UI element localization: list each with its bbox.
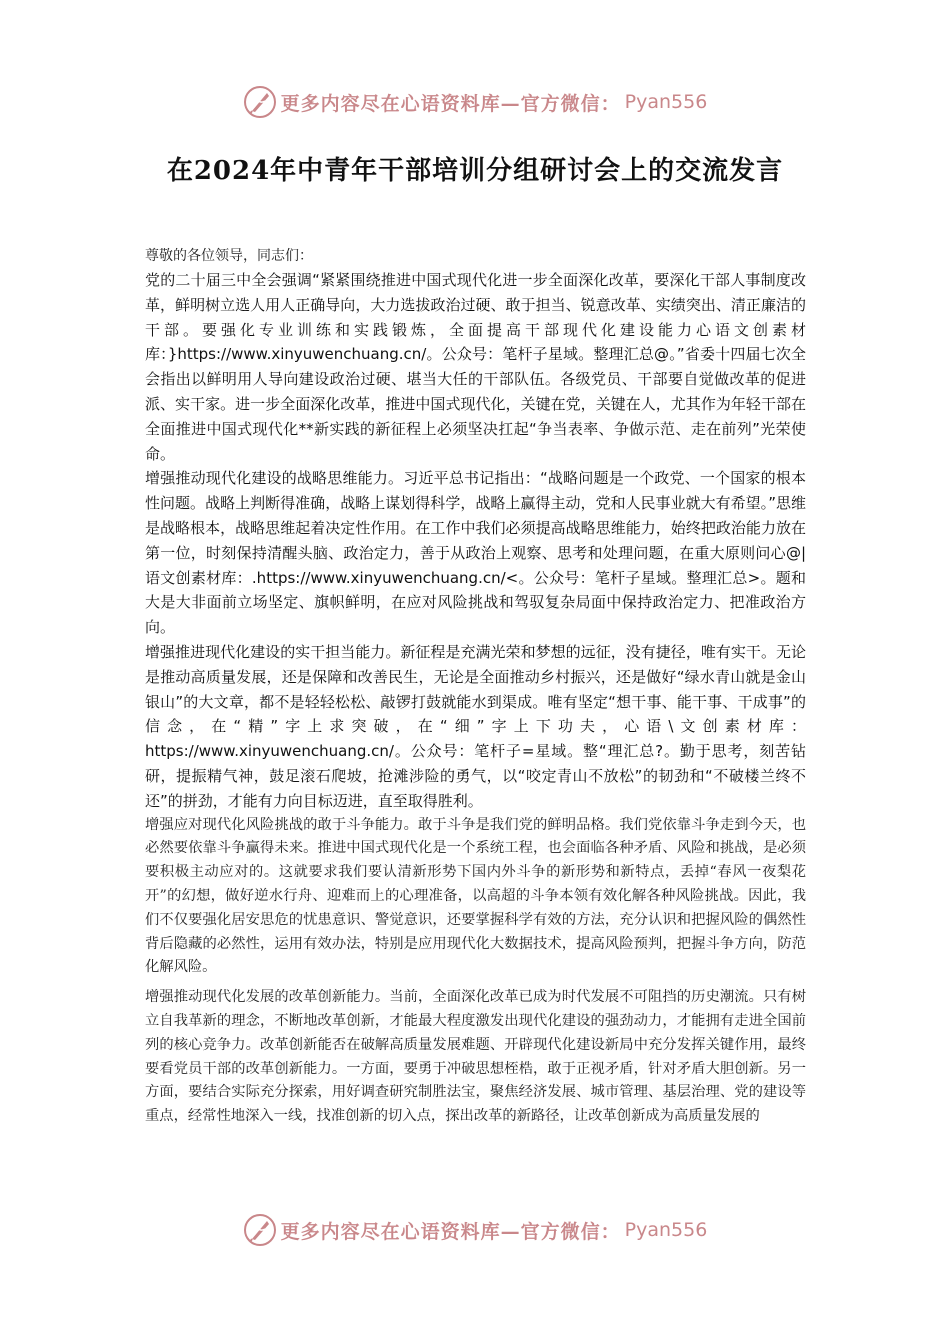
watermark-text: 更多内容尽在心语资料库—官方微信： bbox=[280, 92, 621, 115]
footer-watermark bbox=[0, 1210, 950, 1250]
quill-pen-logo-icon bbox=[243, 1213, 277, 1247]
paragraph-struggle: 增强应对现代化风险挑战的敢于斗争能力。敢于斗争是我们党的鲜明品格。我们党依靠斗争走到今天，也必然要依靠斗争赢得未来。推进中国式现代化是一个系统工程，也会面临各种矛盾、风险和挑战，是必须要积极主动应对的。这就要求我们要认清新形势下国内外斗争的新形势和新特点，丢掉“春风一夜梨花开”的幻想，做好逆水行舟、迎难而上的心理准备，以高超的斗争本领有效化解各种风险挑战。因此，我们不仅要强化居安思危的忧患意识、警觉意识，还要掌握科学有效的方法，充分认识和把握风险的偶然性背后隐藏的必然性，运用有效办法，特别是应用现代化大数据技术，提高风险预判，把握斗争方向，防范化解风险。 bbox=[145, 816, 806, 976]
watermark-wechat-id: Pyan556 bbox=[624, 91, 708, 113]
header-watermark bbox=[0, 82, 950, 122]
document-body bbox=[145, 244, 806, 1129]
paragraph-intro: 党的二十届三中全会强调“紧紧围绕推进中国式现代化进一步全面深化改革，要深化干部人事制度改革，鲜明树立选人用人正确导向，大力选拔政治过硬、敢于担当、锐意改革、实绩突出、清正廉洁的干部。要强化专业训练和实践锻炼，全面提高干部现代化建设能力心语文创素材库：}https://www.xinyuwenchuang.cn/。公众号：笔杆子星域。整理汇总@。”省委十四届七次全会指出以鲜明用人导向建设政治过硬、堪当大任的干部队伍。各级党员、干部要自觉做改革的促进派、实干家。进一步全面深化改革，推进中国式现代化，关键在党，关键在人，尤其作为年轻干部在全面推进中国式现代化**新实践的新征程上必须坚决扛起“争当表率、争做示范、走在前列”光荣使命。 bbox=[145, 271, 806, 463]
quill-pen-logo-icon bbox=[243, 85, 277, 119]
watermark-wechat-id: Pyan556 bbox=[624, 1219, 708, 1241]
paragraph-practical-action: 增强推进现代化建设的实干担当能力。新征程是充满光荣和梦想的远征，没有捷径，唯有实干。无论是推动高质量发展，还是保障和改善民生，无论是全面推动乡村振兴，还是做好“绿水青山就是金山银山”的大文章，都不是轻轻松松、敲锣打鼓就能水到渠成。唯有坚定“想干事、能干事、干成事”的信念，在“精”字上求突破，在“细”字上下功夫，心语\文创素材库：https://www.xinyuwenchuang.cn/。公众号：笔杆子=星域。整“理汇总?。勤于思考，刻苦钻研，提振精气神，鼓足滚石爬坡，抢滩涉险的勇气，以“咬定青山不放松”的韧劲和“不破楼兰终不还”的拼劲，才能有力向目标迈进，直至取得胜利。 bbox=[145, 642, 806, 810]
watermark-text: 更多内容尽在心语资料库—官方微信： bbox=[280, 1220, 621, 1243]
document-title: 在2024年中青年干部培训分组研讨会上的交流发言 bbox=[166, 156, 784, 186]
greeting: 尊敬的各位领导，同志们： bbox=[145, 248, 313, 264]
paragraph-reform-innovation: 增强推动现代化发展的改革创新能力。当前，全面深化改革已成为时代发展不可阻挡的历史潮流。只有树立自我革新的理念，不断地改革创新，才能最大程度激发出现代化建设的强劲动力，才能拥有走进全国前列的核心竞争力。改革创新能否在破解高质量发展难题、开辟现代化建设新局中充分发挥关键作用，最终要看党员干部的改革创新能力。一方面，要勇于冲破思想桎梏，敢于正视矛盾，针对矛盾大胆创新。另一方面，要结合实际充分探索，用好调查研究制胜法宝，聚焦经济发展、城市管理、基层治理、党的建设等重点，经常性地深入一线，找准创新的切入点，探出改革的新路径，让改革创新成为高质量发展的 bbox=[145, 989, 806, 1125]
paragraph-strategic-thinking: 增强推动现代化建设的战略思维能力。习近平总书记指出：“战略问题是一个政党、一个国家的根本性问题。战略上判断得准确，战略上谋划得科学，战略上赢得主动，党和人民事业就大有希望。”思维是战略根本，战略思维起着决定性作用。在工作中我们必须提高战略思维能力，始终把政治能力放在第一位，时刻保持清醒头脑、政治定力，善于从政治上观察、思考和处理问题，在重大原则问心@|语文创素材库：.https://www.xinyuwenchuang.cn/<。公众号：笔杆子星域。整理汇总>。题和大是大非面前立场坚定、旗帜鲜明，在应对风险挑战和驾驭复杂局面中保持政治定力、把准政治方向。 bbox=[145, 469, 806, 637]
